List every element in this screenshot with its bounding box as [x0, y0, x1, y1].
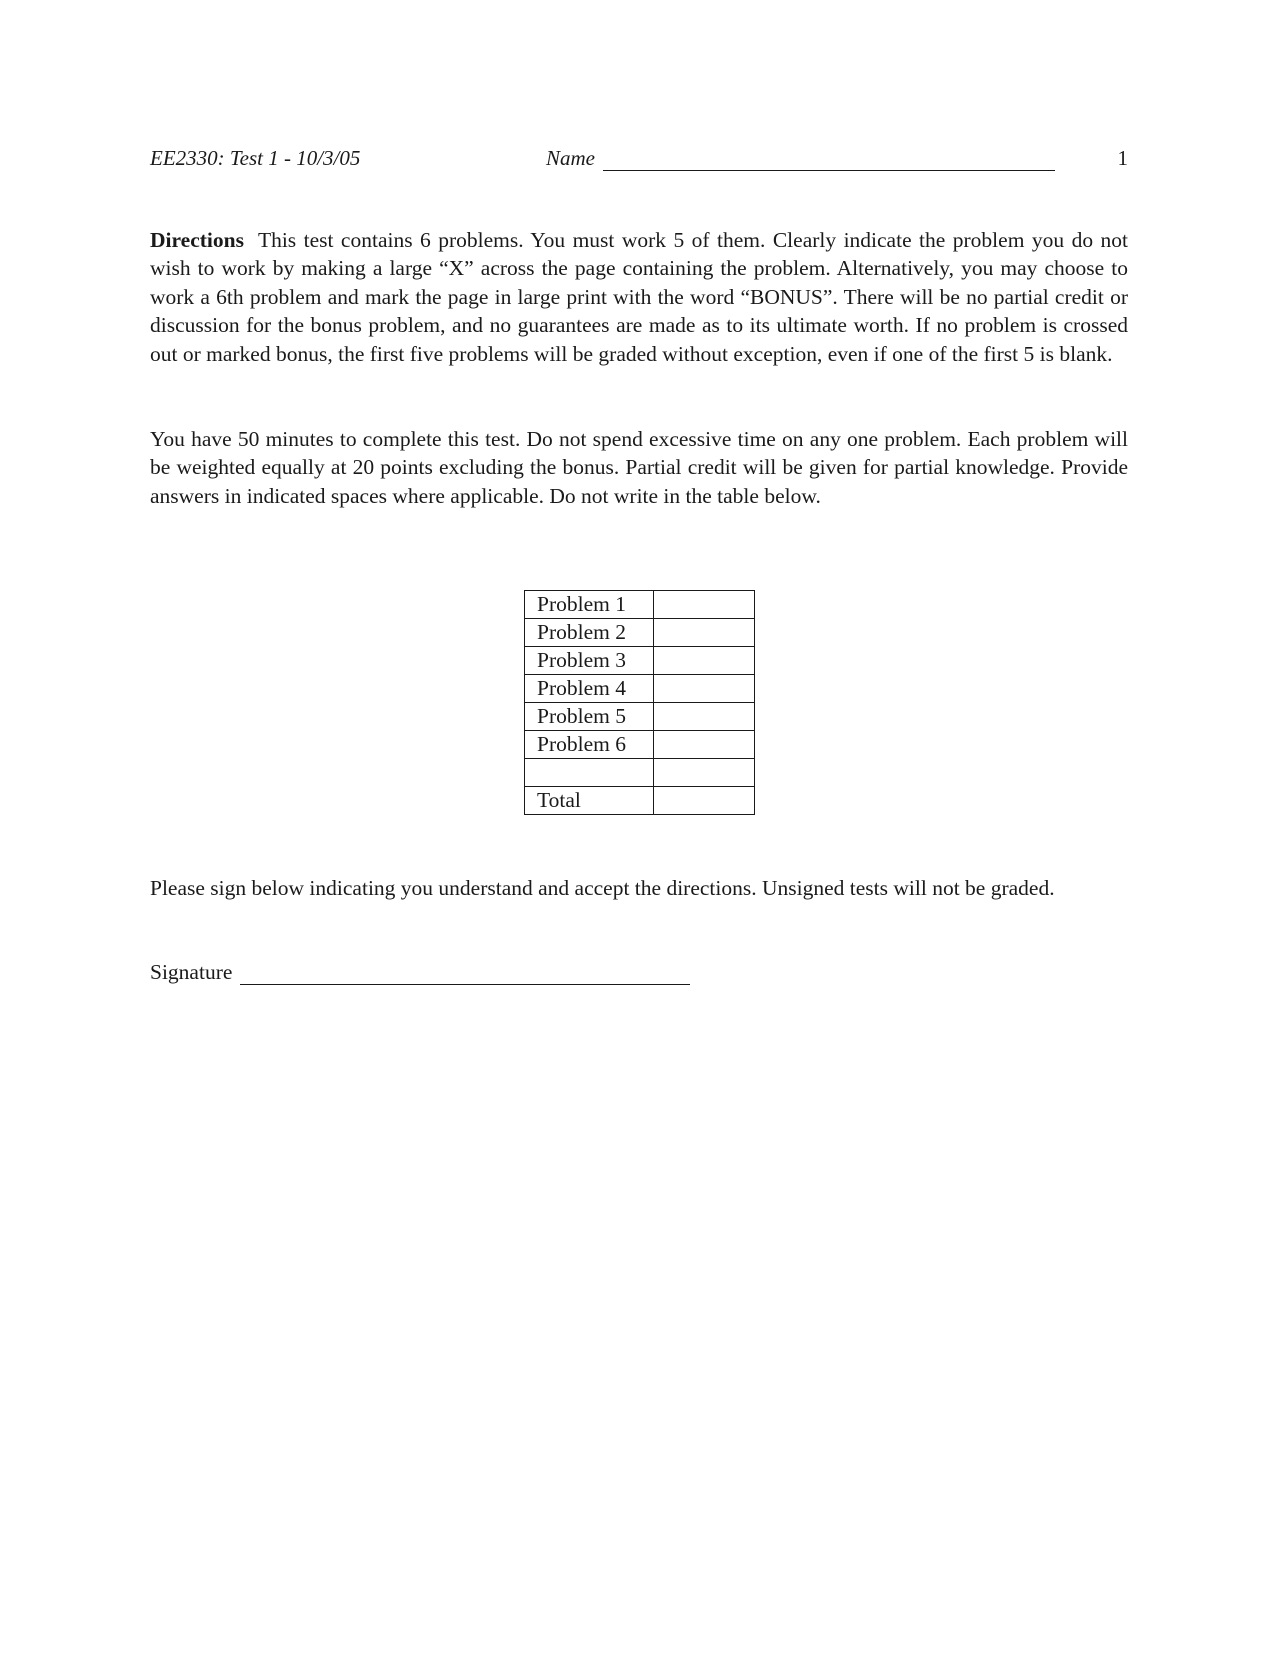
signature-prompt-text: Please sign below indicating you understand and accept the directions. Unsigned tests will not be graded.: [150, 876, 1055, 900]
blank-label-cell: [525, 759, 654, 787]
page-number: 1: [1117, 146, 1128, 170]
instructions-paragraph: [150, 425, 1128, 510]
score-cell: [654, 731, 755, 759]
problem-label: Problem 3: [525, 647, 654, 675]
score-cell: [654, 619, 755, 647]
problem-label: Problem 6: [525, 731, 654, 759]
problem-label: Problem 2: [525, 619, 654, 647]
score-cell: [654, 703, 755, 731]
course-title: EE2330: Test 1 - 10/3/05: [150, 146, 361, 170]
directions-heading: Directions: [150, 228, 244, 252]
blank-score-cell: [654, 759, 755, 787]
directions-paragraph: [150, 226, 1128, 368]
total-label: Total: [525, 787, 654, 815]
score-cell: [654, 591, 755, 619]
name-label: Name: [546, 146, 595, 170]
table-row: [525, 647, 755, 675]
score-table: [524, 590, 755, 815]
table-row: [525, 619, 755, 647]
name-field: [546, 146, 1055, 171]
table-row-blank: [525, 759, 755, 787]
total-score-cell: [654, 787, 755, 815]
signature-label: Signature: [150, 960, 233, 984]
score-cell: [654, 647, 755, 675]
name-input-line[interactable]: [603, 148, 1055, 171]
table-row-total: [525, 787, 755, 815]
signature-field: [150, 960, 690, 985]
problem-label: Problem 1: [525, 591, 654, 619]
signature-input-line[interactable]: [240, 962, 690, 985]
score-cell: [654, 675, 755, 703]
table-row: [525, 731, 755, 759]
signature-prompt: [150, 874, 1128, 902]
problem-label: Problem 4: [525, 675, 654, 703]
table-row: [525, 703, 755, 731]
table-row: [525, 591, 755, 619]
page-header: [150, 146, 1128, 176]
instructions-text: You have 50 minutes to complete this test. Do not spend excessive time on any one problem. Each problem will be weighted equally at 20 points excluding the bonus. Partial credit will be given for partial knowledge. Provide answers in indicated spaces where applicable. Do not write in the table below.: [150, 427, 1128, 508]
directions-text: This test contains 6 problems. You must work 5 of them. Clearly indicate the problem you do not wish to work by making a large “X” across the page containing the problem. Alternatively, you may choose to work a 6th problem and mark the page in large print with the word “BONUS”. There will be no partial credit or discussion for the bonus problem, and no guarantees are made as to its ultimate worth. If no problem is crossed out or marked bonus, the first five problems will be graded without exception, even if one of the first 5 is blank.: [150, 228, 1128, 366]
table-row: [525, 675, 755, 703]
problem-label: Problem 5: [525, 703, 654, 731]
